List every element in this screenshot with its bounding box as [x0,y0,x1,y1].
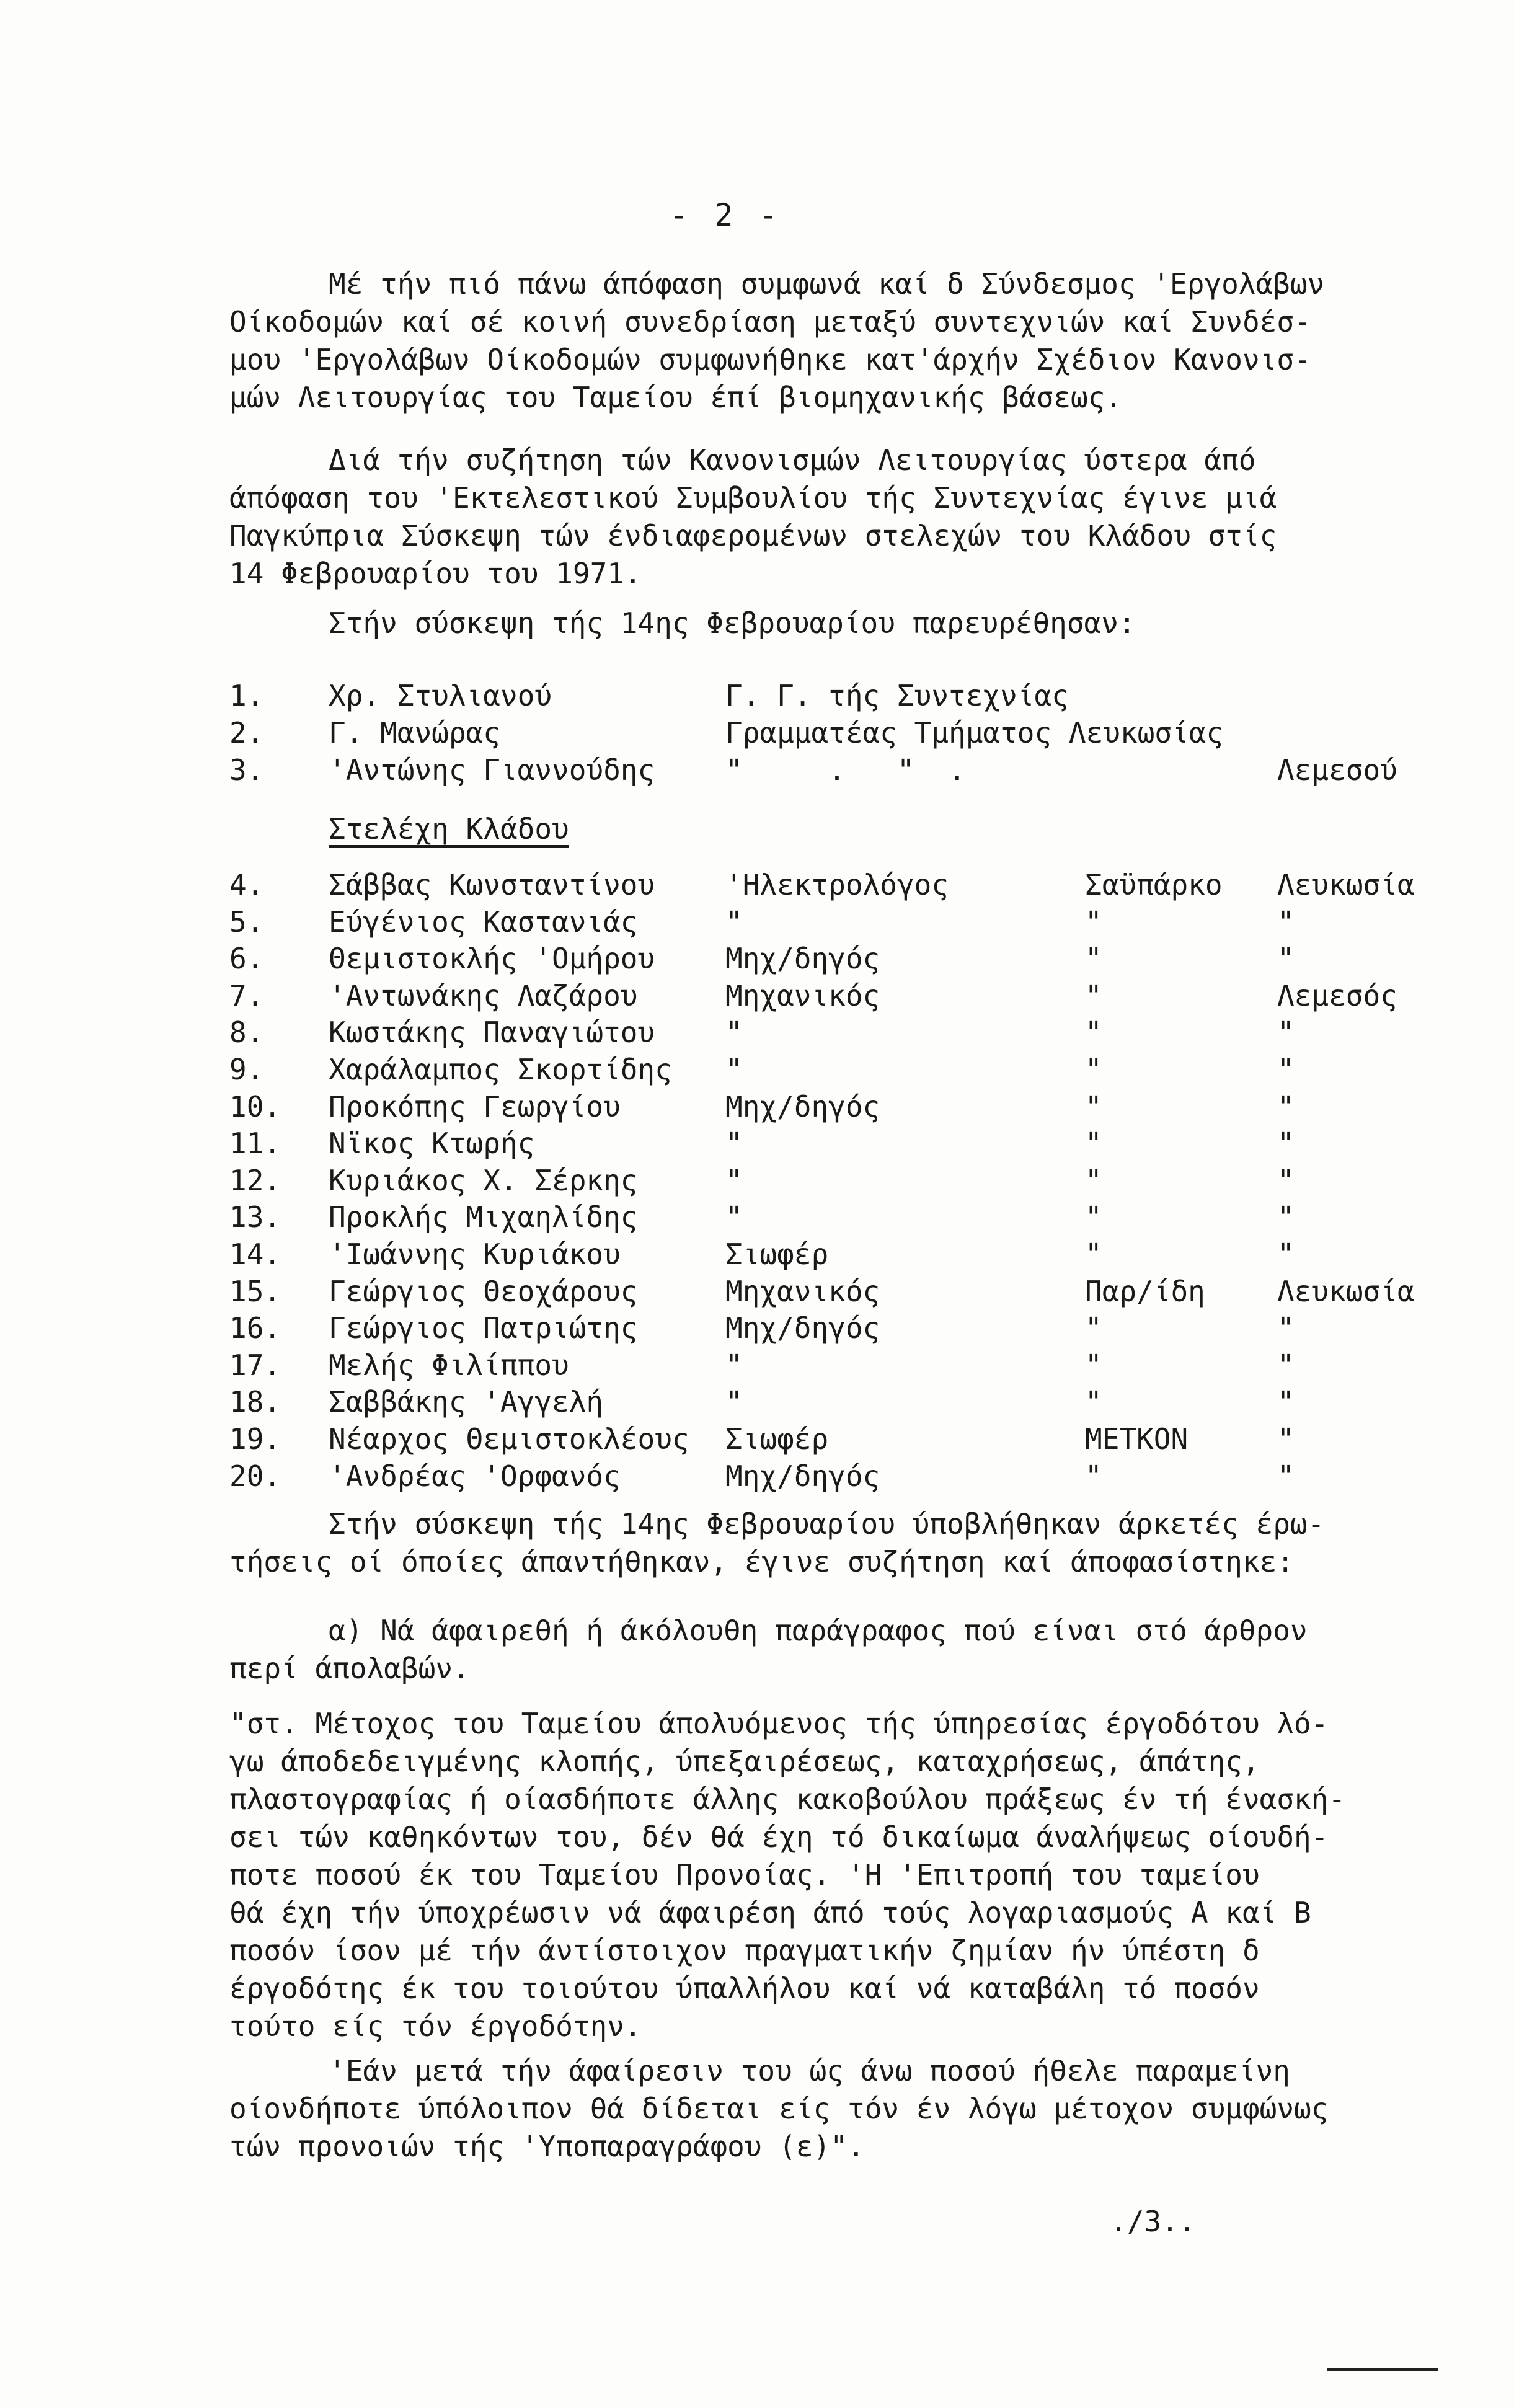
person-role: " [725,1016,743,1050]
text-line: ποτε ποσού έκ του Ταμείου Προνοίας. 'Η 'Επιτροπή του ταμείου [229,1858,1260,1892]
final-paragraph [229,2052,1457,2166]
person-workplace: " [1085,1163,1102,1197]
list-item [229,1127,1457,1164]
text-line: έργοδότης έκ του τοιούτου ύπαλλήλου καί νά καταβάλη τό ποσόν [229,1972,1260,2005]
person-name: Εύγένιος Καστανιάς [329,905,638,939]
text-line: 'Εάν μετά τήν άφαίρεσιν του ώς άνω ποσού ήθελε παραμείνη [329,2054,1290,2087]
person-workplace: Σαϋπάρκο [1085,868,1223,901]
attendance-intro [229,604,1457,642]
list-item [229,1385,1457,1422]
list-item [229,1348,1457,1386]
item-number: 18. [229,1385,281,1419]
person-role: 'Ηλεκτρολόγος [725,868,949,901]
item-number: 3. [229,753,264,787]
text-line: Μέ τήν πιό πάνω άπόφαση συμφωνά καί δ Σύνδεσμος 'Εργολάβων [329,267,1325,301]
list-item [229,1311,1457,1348]
person-workplace: " [1085,1237,1102,1271]
person-workplace: Παρ/ίδη [1085,1274,1205,1308]
text-line: θά έχη τήν ύποχρέωσιν νά άφαιρέση άπό τούς λογαριασμούς Α καί Β [229,1896,1311,1929]
person-role: " [725,1348,743,1382]
person-name: Χρ. Στυλιανού [329,679,552,712]
person-role: " [725,1163,743,1197]
text-line: οίονδήποτε ύπόλοιπον θά δίδεται είς τόν έν λόγω μέτοχον συμφώνως [229,2092,1329,2125]
item-number: 16. [229,1311,281,1345]
item-number: 14. [229,1237,281,1271]
person-city: " [1277,1459,1295,1493]
questions-paragraph [229,1505,1457,1581]
staff-list [229,868,1457,1496]
item-number: 1. [229,679,264,712]
person-role: Σιωφέρ [725,1237,829,1271]
person-workplace: " [1085,1016,1102,1050]
person-name: Προκόπης Γεωργίου [329,1089,621,1123]
item-number: 20. [229,1459,281,1493]
person-role: Γ. Γ. τής Συντεχνίας [725,679,1069,712]
discussion-paragraph [229,441,1457,593]
person-name: Μελής Φιλίππου [329,1348,569,1382]
text-line: τούτο είς τόν έργοδότην. [229,2009,642,2043]
list-item [229,1053,1457,1090]
page-number: - 2 - [670,197,782,233]
person-city: " [1277,1163,1295,1197]
person-city: " [1277,1348,1295,1382]
text-line: Διά τήν συζήτηση τών Κανονισμών Λειτουργίας ύστερα άπό [329,443,1256,477]
person-branch: Λεμεσού [1277,753,1397,787]
text-line: 14 Φεβρουαρίου του 1971. [229,557,642,590]
person-city: Λεμεσός [1277,978,1397,1012]
list-item [229,1459,1457,1497]
person-city: " [1277,1385,1295,1419]
list-item [229,716,1457,753]
person-workplace: " [1085,905,1102,939]
person-name: 'Ιωάννης Κυριάκου [329,1237,621,1271]
person-role: " [725,1385,743,1419]
person-workplace: " [1085,1089,1102,1123]
item-number: 6. [229,942,264,976]
person-city: Λευκωσία [1277,868,1415,901]
list-item [229,868,1457,905]
person-name: Νϊκος Κτωρής [329,1127,535,1161]
person-workplace: " [1085,1200,1102,1234]
person-name: Γεώργιος Πατριώτης [329,1311,638,1345]
item-a [229,1612,1457,1688]
item-number: 4. [229,868,264,901]
item-number: 13. [229,1200,281,1234]
list-item [229,1164,1457,1201]
intro-paragraph [229,265,1457,417]
person-name: Κυριάκος Χ. Σέρκης [329,1163,638,1197]
text-line: τών προνοιών τής 'Υποπαραγράφου (ε)". [229,2130,865,2163]
text-line: γω άποδεδειγμένης κλοπής, ύπεξαιρέσεως, καταχρήσεως, άπάτης, [229,1745,1260,1778]
text-line: Στήν σύσκεψη τής 14ης Φεβρουαρίου παρευρέθησαν: [329,606,1136,640]
person-workplace: " [1085,942,1102,976]
list-item [229,979,1457,1016]
person-role: Μηχ/δηγός [725,942,880,976]
person-role: Μηχ/δηγός [725,1311,880,1345]
text-line: Στήν σύσκεψη τής 14ης Φεβρουαρίου ύποβλήθηκαν άρκετές έρω- [329,1507,1325,1541]
list-item [229,905,1457,942]
person-role: Μηχανικός [725,1274,880,1308]
item-number: 17. [229,1348,281,1382]
text-line: ποσόν ίσον μέ τήν άντίστοιχον πραγματικήν ζημίαν ήν ύπέστη δ [229,1934,1260,1967]
item-number: 2. [229,716,264,750]
text-line: σει τών καθηκόντων του, δέν θά έχη τό δικαίωμα άναλήψεως οίουδή- [229,1820,1329,1854]
text-line: μών Λειτουργίας του Ταμείου έπί βιομηχανικής βάσεως. [229,381,1123,414]
item-number: 10. [229,1089,281,1123]
list-item [229,679,1457,716]
list-item [229,1275,1457,1312]
person-city: " [1277,1200,1295,1234]
item-number: 19. [229,1422,281,1456]
scan-mark [1327,2368,1438,2371]
person-name: Θεμιστοκλής 'Ομήρου [329,942,655,976]
person-city: " [1277,1052,1295,1086]
person-role: " [725,1200,743,1234]
item-number: 9. [229,1052,264,1086]
person-role: Μηχ/δηγός [725,1459,880,1493]
list-item [229,942,1457,979]
person-workplace: " [1085,1459,1102,1493]
person-city: " [1277,905,1295,939]
person-workplace: ΜΕΤΚΟΝ [1085,1422,1189,1456]
person-city: " [1277,1311,1295,1345]
item-number: 8. [229,1016,264,1050]
person-city: " [1277,1089,1295,1123]
item-number: 15. [229,1274,281,1308]
person-name: Κωστάκης Παναγιώτου [329,1016,655,1050]
item-number: 12. [229,1163,281,1197]
person-name: Γ. Μανώρας [329,716,500,750]
person-role: " [725,1052,743,1086]
person-city: Λευκωσία [1277,1274,1415,1308]
person-role: Μηχ/δηγός [725,1089,880,1123]
item-number: 11. [229,1127,281,1161]
staff-heading: Στελέχη Κλάδου [329,812,569,846]
text-line: Παγκύπρια Σύσκεψη τών ένδιαφερομένων στελεχών του Κλάδου στίς [229,519,1277,552]
officers-list [229,679,1457,790]
person-name: 'Ανδρέας 'Ορφανός [329,1459,621,1493]
person-role: Μηχανικός [725,978,880,1012]
text-line: α) Νά άφαιρεθή ή άκόλουθη παράγραφος πού είναι στό άρθρον [329,1614,1308,1647]
person-name: Σαββάκης 'Αγγελή [329,1385,604,1419]
list-item [229,1237,1457,1275]
person-workplace: " [1085,1348,1102,1382]
person-name: Χαράλαμπος Σκορτίδης [329,1052,672,1086]
person-city: " [1277,1016,1295,1050]
person-role: Σιωφέρ [725,1422,829,1456]
person-workplace: " [1085,1385,1102,1419]
list-item [229,1090,1457,1127]
text-line: πλαστογραφίας ή οίασδήποτε άλλης κακοβούλου πράξεως έν τή ένασκή- [229,1782,1346,1816]
text-line: άπόφαση του 'Εκτελεστικού Συμβουλίου τής Συντεχνίας έγινε μιά [229,481,1277,515]
text-line: "στ. Μέτοχος του Ταμείου άπολυόμενος τής ύπηρεσίας έργοδότου λό- [229,1707,1329,1740]
list-item [229,1016,1457,1053]
text-line: περί άπολαβών. [229,1652,470,1685]
quoted-paragraph [229,1705,1457,2045]
person-name: Νέαρχος Θεμιστοκλέους [329,1422,689,1456]
person-name: Σάββας Κωνσταντίνου [329,868,655,901]
person-name: Προκλής Μιχαηλίδης [329,1200,638,1234]
person-role: " [725,905,743,939]
text-line: τήσεις οί όποίες άπαντήθηκαν, έγινε συζήτηση καί άποφασίστηκε: [229,1545,1295,1578]
person-workplace: " [1085,1052,1102,1086]
person-city: " [1277,1422,1295,1456]
person-role: Γραμματέας Τμήματος Λευκωσίας [725,716,1224,750]
person-workplace: " [1085,1127,1102,1161]
person-workplace: " [1085,978,1102,1012]
person-name: 'Αντωνάκης Λαζάρου [329,978,638,1012]
item-number: 5. [229,905,264,939]
list-item [229,1422,1457,1459]
person-city: " [1277,942,1295,976]
list-item [229,753,1457,790]
person-name: 'Αντώνης Γιαννούδης [329,753,655,787]
text-line: μου 'Εργολάβων Οίκοδομών συμφωνήθηκε κατ'άρχήν Σχέδιον Κανονισ- [229,343,1311,376]
person-city: " [1277,1237,1295,1271]
text-line: Οίκοδομών καί σέ κοινή συνεδρίαση μεταξύ συντεχνιών καί Συνδέσ- [229,305,1311,339]
person-name: Γεώργιος Θεοχάρους [329,1274,638,1308]
item-number: 7. [229,978,264,1012]
list-item [229,1200,1457,1237]
person-role: " . " . [725,753,966,787]
person-workplace: " [1085,1311,1102,1345]
continuation-marker: ./3.. [1110,2205,1196,2238]
person-city: " [1277,1127,1295,1161]
person-role: " [725,1127,743,1161]
